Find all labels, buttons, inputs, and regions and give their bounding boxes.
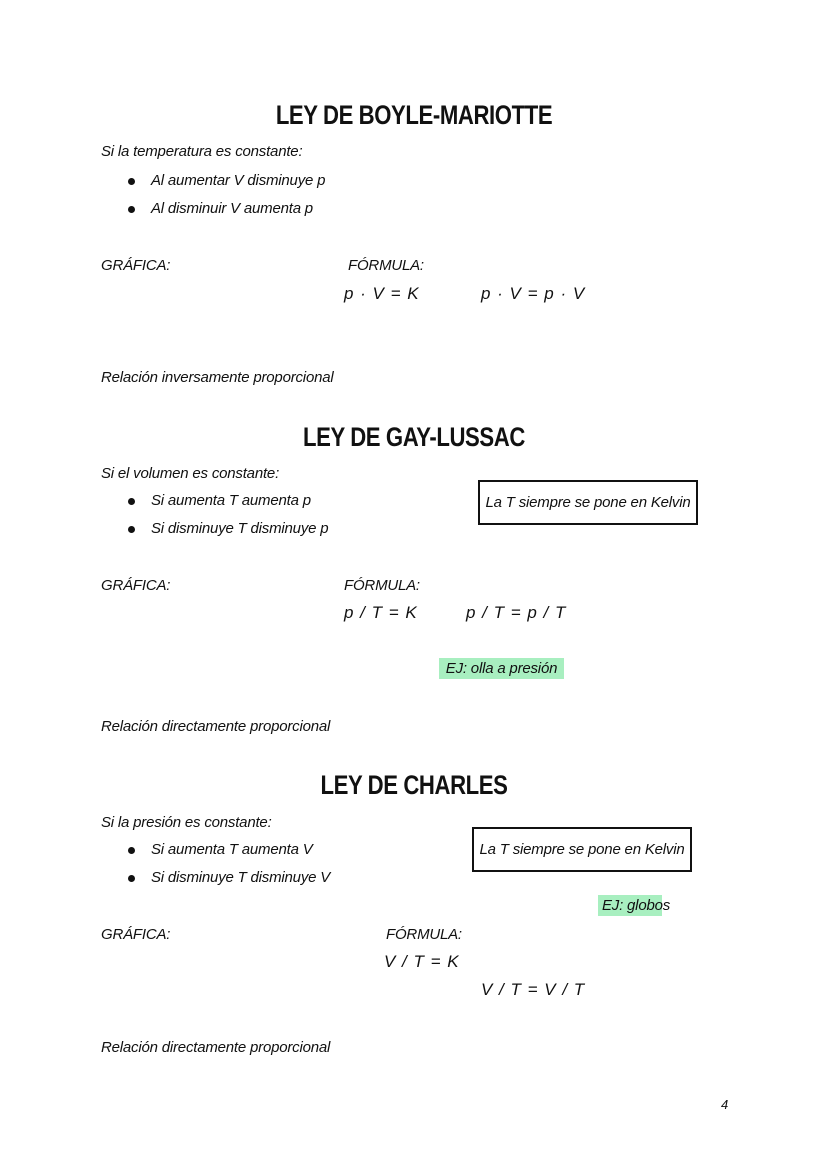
bullet-item: Si disminuye T disminuye V xyxy=(151,869,331,886)
bullet-item: Si aumenta T aumenta p xyxy=(151,492,311,509)
page-number: 4 xyxy=(721,1097,729,1112)
relation-text: Relación directamente proporcional xyxy=(101,718,331,735)
condition-text: Si la temperatura es constante: xyxy=(101,143,303,160)
formula-equality: V / T = V / T xyxy=(481,980,586,999)
bullet-icon xyxy=(128,847,135,854)
grafica-label: GRÁFICA: xyxy=(101,577,171,594)
bullet-item: Si disminuye T disminuye p xyxy=(151,520,329,537)
formula: V / T = K xyxy=(384,952,460,971)
bullet-item: Al aumentar V disminuye p xyxy=(151,172,326,189)
example-highlight: EJ: globos xyxy=(598,895,662,916)
grafica-label: GRÁFICA: xyxy=(101,926,171,943)
section-title-charles: LEY DE CHARLES xyxy=(320,770,508,800)
grafica-label: GRÁFICA: xyxy=(101,257,171,274)
formula-label: FÓRMULA: xyxy=(344,577,420,594)
formula: p · V = K xyxy=(344,284,420,303)
bullet-item: Al disminuir V aumenta p xyxy=(151,200,313,217)
condition-text: Si el volumen es constante: xyxy=(101,465,280,482)
relation-text: Relación inversamente proporcional xyxy=(101,369,334,386)
section-title-gay-lussac: LEY DE GAY-LUSSAC xyxy=(303,422,525,452)
bullet-icon xyxy=(128,526,135,533)
formula: p / T = K xyxy=(344,603,418,622)
bullet-icon xyxy=(128,206,135,213)
formula-label: FÓRMULA: xyxy=(348,257,424,274)
note-text: La T siempre se pone en Kelvin xyxy=(479,841,685,858)
note-text: La T siempre se pone en Kelvin xyxy=(485,494,691,511)
relation-text: Relación directamente proporcional xyxy=(101,1039,331,1056)
section-title-boyle: LEY DE BOYLE-MARIOTTE xyxy=(275,100,553,130)
example-highlight: EJ: olla a presión xyxy=(439,658,564,679)
note-box xyxy=(472,827,692,872)
bullet-icon xyxy=(128,498,135,505)
bullet-icon xyxy=(128,178,135,185)
formula-equality: p · V = p · V xyxy=(481,284,586,303)
bullet-icon xyxy=(128,875,135,882)
formula-equality: p / T = p / T xyxy=(466,603,567,622)
bullet-item: Si aumenta T aumenta V xyxy=(151,841,313,858)
note-box xyxy=(478,480,698,525)
formula-label: FÓRMULA: xyxy=(386,926,462,943)
condition-text: Si la presión es constante: xyxy=(101,814,272,831)
